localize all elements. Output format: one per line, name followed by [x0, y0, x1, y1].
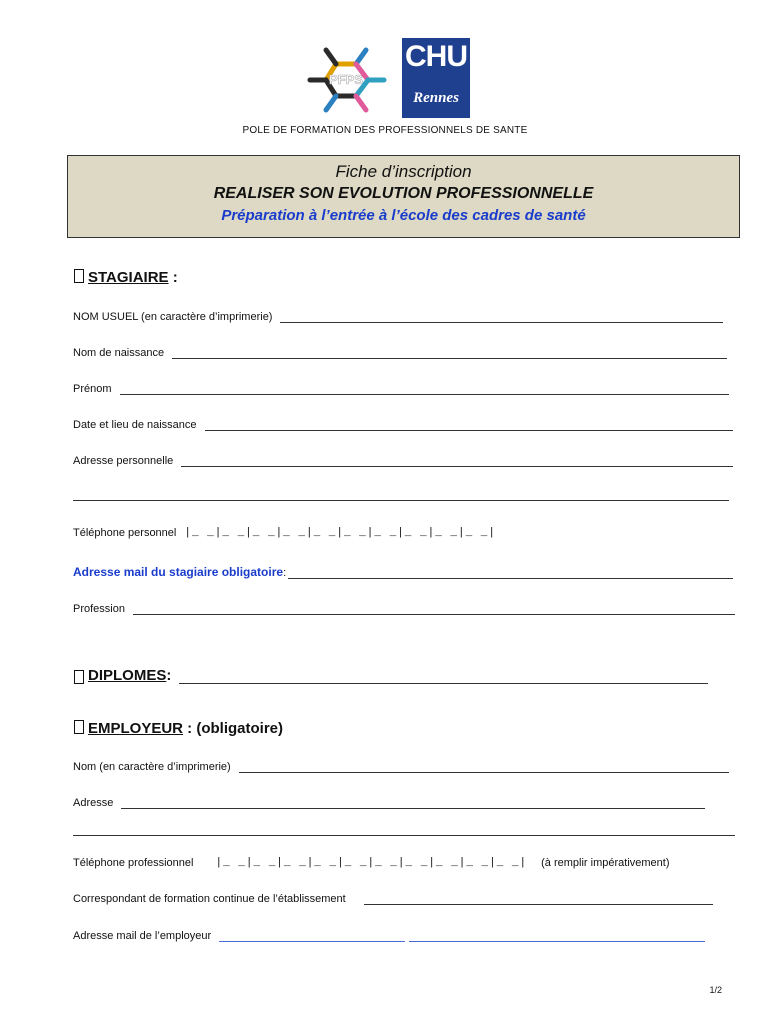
- field-nom-usuel-line[interactable]: [280, 313, 723, 323]
- field-employeur-mail[interactable]: [73, 930, 705, 942]
- section-diplomes[interactable]: DIPLOMES :: [74, 667, 708, 684]
- organization-name: POLE DE FORMATION DES PROFESSIONNELS DE SANTE: [242, 125, 528, 136]
- field-nom-naissance[interactable]: [73, 347, 727, 359]
- field-employeur-mail-line1[interactable]: [219, 932, 405, 942]
- field-adresse-line2[interactable]: [73, 491, 729, 501]
- field-employeur-mail-label: Adresse mail de l’employeur: [73, 930, 212, 942]
- pfps-logo-text: PFPS: [329, 72, 363, 87]
- field-date-lieu-label: Date et lieu de naissance: [73, 419, 197, 431]
- section-diplomes-heading: DIPLOMES: [88, 667, 167, 684]
- logos: [296, 38, 476, 120]
- field-nom-usuel-label: NOM USUEL (en caractère d’imprimerie): [73, 311, 273, 323]
- field-employeur-nom[interactable]: [73, 761, 729, 773]
- field-employeur-mail-line2[interactable]: [409, 932, 705, 942]
- field-adresse-label: Adresse personnelle: [73, 455, 174, 467]
- field-telephone-personnel[interactable]: [73, 527, 496, 539]
- field-profession-label: Profession: [73, 603, 125, 615]
- chu-logo-text: CHU: [405, 40, 467, 73]
- field-employeur-adresse-line2[interactable]: [73, 826, 735, 836]
- page-number: 1/2: [709, 985, 722, 995]
- chu-logo-city: Rennes: [413, 90, 459, 106]
- field-date-lieu-line[interactable]: [205, 421, 733, 431]
- field-correspondant-line[interactable]: [364, 895, 713, 905]
- field-employeur-adresse[interactable]: [73, 797, 705, 809]
- field-adresse-personnelle[interactable]: [73, 455, 733, 467]
- field-employeur-telephone[interactable]: [73, 857, 670, 869]
- field-employeur-telephone-label: Téléphone professionnel: [73, 857, 194, 869]
- employeur-telephone-boxes[interactable]: |_ _|_ _|_ _|_ _|_ _|_ _|_ _|_ _|_ _|_ _|: [215, 857, 528, 869]
- chu-logo: [402, 38, 470, 118]
- field-correspondant[interactable]: [73, 893, 713, 905]
- section-employeur: EMPLOYEUR : (obligatoire): [74, 720, 283, 737]
- title-box: [67, 155, 740, 238]
- form-subject: Préparation à l’entrée à l’école des cadres de santé: [221, 207, 586, 224]
- field-correspondant-label: Correspondant de formation continue de l’établissement: [73, 893, 346, 905]
- field-prenom-label: Prénom: [73, 383, 112, 395]
- section-employeur-heading: EMPLOYEUR: [88, 720, 184, 737]
- section-stagiaire: STAGIAIRE :: [74, 269, 178, 286]
- field-employeur-adresse-line[interactable]: [121, 799, 705, 809]
- checkbox-icon: [74, 720, 84, 734]
- field-mail-stagiaire[interactable]: Adresse mail du stagiaire obligatoire :: [73, 565, 733, 579]
- field-diplomes-line[interactable]: [179, 671, 708, 684]
- section-stagiaire-heading: STAGIAIRE: [88, 269, 169, 286]
- field-prenom-line[interactable]: [120, 385, 729, 395]
- checkbox-icon: [74, 269, 84, 283]
- field-date-lieu-naissance[interactable]: [73, 419, 733, 431]
- field-adresse-personnelle-line2[interactable]: [73, 491, 729, 501]
- field-profession-line[interactable]: [133, 605, 735, 615]
- field-employeur-nom-line[interactable]: [239, 763, 729, 773]
- field-employeur-nom-label: Nom (en caractère d’imprimerie): [73, 761, 231, 773]
- field-mail-line[interactable]: [288, 569, 733, 579]
- telephone-note: (à remplir impérativement): [541, 857, 670, 869]
- pfps-logo: [296, 42, 396, 118]
- field-telephone-label: Téléphone personnel: [73, 527, 177, 539]
- field-employeur-adresse-line2[interactable]: [73, 826, 735, 836]
- field-employeur-adresse-label: Adresse: [73, 797, 114, 809]
- telephone-boxes[interactable]: |_ _|_ _|_ _|_ _|_ _|_ _|_ _|_ _|_ _|_ _|: [184, 527, 497, 539]
- field-mail-label: Adresse mail du stagiaire obligatoire: [73, 565, 284, 579]
- field-adresse-line[interactable]: [181, 457, 733, 467]
- checkbox-icon: [74, 670, 84, 684]
- form-subtitle: REALISER SON EVOLUTION PROFESSIONNELLE: [213, 185, 594, 202]
- field-prenom[interactable]: [73, 383, 729, 395]
- field-nom-naissance-line[interactable]: [172, 349, 727, 359]
- form-title: Fiche d’inscription: [335, 162, 472, 181]
- field-profession[interactable]: [73, 603, 735, 615]
- field-nom-usuel[interactable]: [73, 311, 723, 323]
- field-nom-naissance-label: Nom de naissance: [73, 347, 165, 359]
